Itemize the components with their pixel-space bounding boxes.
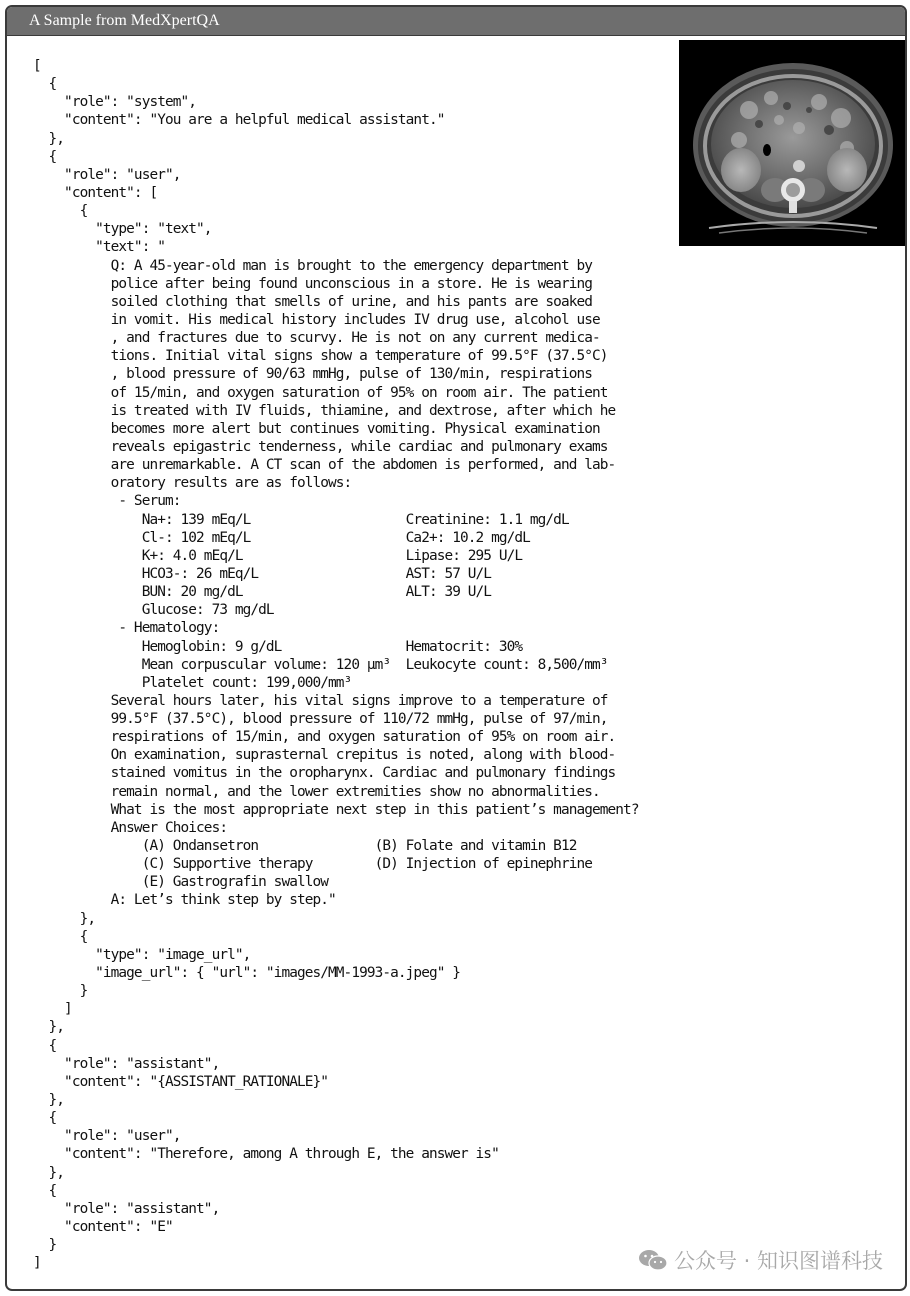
code-line: (A) Ondansetron (B) Folate and vitamin B12 <box>33 838 577 855</box>
code-line: }, <box>33 1019 65 1036</box>
ct-scan-image <box>679 40 906 246</box>
code-line: A: Let’s think step by step." <box>33 892 336 909</box>
code-line: { <box>33 203 88 220</box>
code-line: Na+: 139 mEq/L Creatinine: 1.1 mg/dL <box>33 511 569 528</box>
code-line: respirations of 15/min, and oxygen saturation of 95% on room air. <box>33 729 616 746</box>
code-line: "content": "Therefore, among A through E, the answer is" <box>33 1146 499 1163</box>
card-title: A Sample from MedXpertQA <box>7 7 905 36</box>
code-line: Q: A 45-year-old man is brought to the emergency department by <box>33 257 593 274</box>
code-line: }, <box>33 1092 65 1109</box>
code-line: Answer Choices: <box>33 819 228 836</box>
code-line: "role": "user", <box>33 1128 181 1145</box>
code-line: stained vomitus in the oropharynx. Cardiac and pulmonary findings <box>33 765 616 782</box>
code-line: "content": "You are a helpful medical assistant." <box>33 112 445 129</box>
code-line: { <box>33 76 57 93</box>
sample-card <box>5 5 907 1291</box>
code-line: is treated with IV fluids, thiamine, and dextrose, after which he <box>33 402 616 419</box>
code-line: Glucose: 73 mg/dL <box>33 602 274 619</box>
code-line: }, <box>33 1164 65 1181</box>
json-code-block <box>33 57 639 1272</box>
code-line: (E) Gastrografin swallow <box>33 874 329 891</box>
code-line: - Hematology: <box>33 620 220 637</box>
code-line: "type": "text", <box>33 221 212 238</box>
code-line: On examination, suprasternal crepitus is noted, along with blood- <box>33 747 616 764</box>
code-line: Hemoglobin: 9 g/dL Hematocrit: 30% <box>33 638 523 655</box>
code-line: HCO3-: 26 mEq/L AST: 57 U/L <box>33 565 492 582</box>
code-line: } <box>33 1237 57 1254</box>
code-line: "content": "E" <box>33 1219 173 1235</box>
code-line: tions. Initial vital signs show a temperature of 99.5°F (37.5°C) <box>33 348 608 365</box>
code-line: BUN: 20 mg/dL ALT: 39 U/L <box>33 584 492 601</box>
code-line: soiled clothing that smells of urine, and his pants are soaked <box>33 293 593 310</box>
code-line: { <box>33 1110 57 1127</box>
wechat-icon <box>638 1248 668 1272</box>
code-line: }, <box>33 910 96 927</box>
code-line: - Serum: <box>33 493 181 510</box>
code-line: { <box>33 148 57 165</box>
code-line: ] <box>33 1255 41 1272</box>
code-line: (C) Supportive therapy (D) Injection of epinephrine <box>33 856 593 873</box>
watermark-text: 公众号 · 知识图谱科技 <box>673 1249 883 1273</box>
code-line: { <box>33 928 88 945</box>
code-line: "role": "user", <box>33 166 181 183</box>
code-line: ] <box>33 1001 72 1018</box>
code-line: } <box>33 983 88 1000</box>
code-line: oratory results are as follows: <box>33 475 352 492</box>
code-line: Mean corpuscular volume: 120 μm³ Leukocyte count: 8,500/mm³ <box>33 656 608 673</box>
code-line: "role": "system", <box>33 94 197 111</box>
code-line: Platelet count: 199,000/mm³ <box>33 674 352 691</box>
code-line: K+: 4.0 mEq/L Lipase: 295 U/L <box>33 547 523 564</box>
code-line: "role": "assistant", <box>33 1055 220 1072</box>
code-line: , and fractures due to scurvy. He is not on any current medica- <box>33 330 600 347</box>
code-line: }, <box>33 130 65 147</box>
code-line: police after being found unconscious in a store. He is wearing <box>33 275 593 292</box>
code-line: "image_url": { "url": "images/MM-1993-a.jpeg" } <box>33 965 461 982</box>
watermark <box>638 1245 883 1275</box>
code-line: "type": "image_url", <box>33 946 251 963</box>
code-line: , blood pressure of 90/63 mmHg, pulse of 130/min, respirations <box>33 366 593 383</box>
code-line: "text": " <box>33 239 165 256</box>
code-line: of 15/min, and oxygen saturation of 95% on room air. The patient <box>33 384 608 401</box>
code-line: Cl-: 102 mEq/L Ca2+: 10.2 mg/dL <box>33 529 530 546</box>
code-line: [ <box>33 58 41 74</box>
code-line: "content": [ <box>33 184 158 201</box>
code-line: "role": "assistant", <box>33 1200 220 1217</box>
code-line: { <box>33 1037 57 1054</box>
code-line: remain normal, and the lower extremities show no abnormalities. <box>33 783 600 800</box>
code-line: are unremarkable. A CT scan of the abdomen is performed, and lab- <box>33 457 616 474</box>
code-line: 99.5°F (37.5°C), blood pressure of 110/72 mmHg, pulse of 97/min, <box>33 711 608 728</box>
code-line: Several hours later, his vital signs improve to a temperature of <box>33 692 608 709</box>
code-line: becomes more alert but continues vomiting. Physical examination <box>33 420 600 437</box>
code-line: reveals epigastric tenderness, while cardiac and pulmonary exams <box>33 438 608 455</box>
code-line: in vomit. His medical history includes IV drug use, alcohol use <box>33 311 600 328</box>
code-line: { <box>33 1182 57 1199</box>
code-line: "content": "{ASSISTANT_RATIONALE}" <box>33 1073 329 1090</box>
code-line: What is the most appropriate next step in this patient’s management? <box>33 801 639 818</box>
